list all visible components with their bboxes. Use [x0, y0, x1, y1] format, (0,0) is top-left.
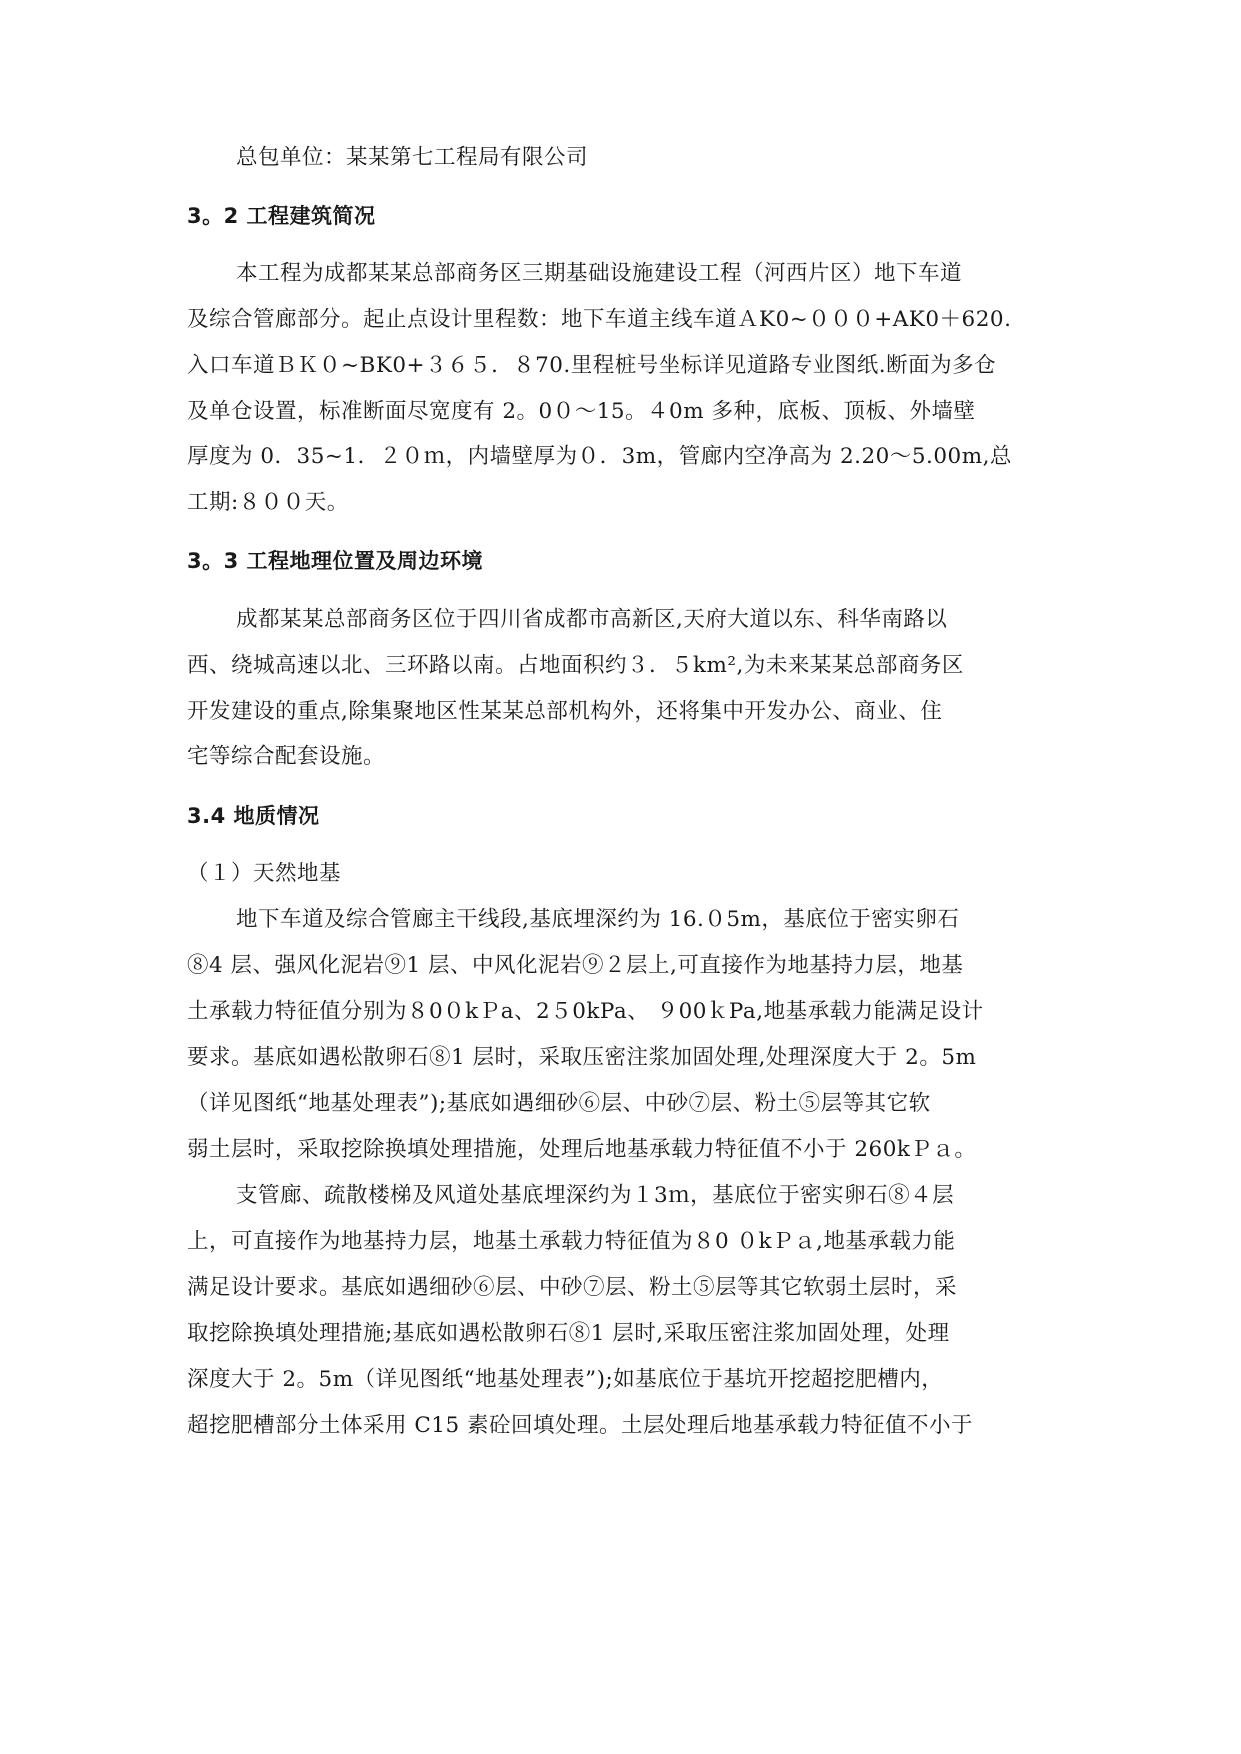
- section-3-3-paragraph-line: 西、绕城高速以北、三环路以南。占地面积约３．５km²,为未来某某总部商务区: [187, 653, 964, 678]
- section-3-3-paragraph-line: 成都某某总部商务区位于四川省成都市高新区,天府大道以东、科华南路以: [236, 607, 948, 632]
- section-3-2-paragraph-line: 工期:８００天。: [187, 490, 349, 515]
- contractor-line: 总包单位：某某第七工程局有限公司: [236, 145, 589, 170]
- section-3-4-paragraph-line: 土承载力特征值分别为８0０kＰa、2５0kPa、 ９00ｋPa,地基承载力能满足设计: [187, 999, 984, 1024]
- section-3-2-heading: 3。2 工程建筑简况: [187, 204, 376, 228]
- section-3-2-paragraph-line: 入口车道ＢＫ０~BK0+３６５．８70.里程桩号坐标详见道路专业图纸.断面为多仓: [187, 353, 997, 378]
- section-3-4-heading: 3.4 地质情况: [187, 804, 320, 828]
- section-3-2-paragraph-line: 本工程为成都某某总部商务区三期基础设施建设工程（河西片区）地下车道: [236, 261, 963, 286]
- section-3-4-paragraph-line: 深度大于 2。5m（详见图纸“地基处理表”);如基底位于基坑开挖超挖肥槽内，: [187, 1367, 944, 1392]
- section-3-2-paragraph-line: 及单仓设置，标准断面尽宽度有 2。0０～15。４0m 多种，底板、顶板、外墙壁: [187, 399, 976, 424]
- section-3-4-paragraph-line: 取挖除换填处理措施;基底如遇松散卵石⑧1 层时,采取压密注浆加固处理，处理: [187, 1321, 950, 1346]
- section-3-4-paragraph-line: 满足设计要求。基底如遇细砂⑥层、中砂⑦层、粉土⑤层等其它软弱土层时，采: [187, 1275, 958, 1300]
- section-3-4-paragraph-line: 上，可直接作为地基持力层，地基土承载力特征值为８0 ０kＰａ,地基承载力能: [187, 1229, 956, 1254]
- section-3-4-paragraph-line: （详见图纸“地基处理表”);基底如遇细砂⑥层、中砂⑦层、粉土⑤层等其它软: [187, 1091, 931, 1116]
- section-3-2-paragraph-line: 厚度为 0．35~1．２０ｍ，内墙壁厚为０．3m，管廊内空净高为 2.20～5.00m,总: [187, 444, 1012, 469]
- section-3-4-paragraph-line: 弱土层时，采取挖除换填处理措施，处理后地基承载力特征值不小于 260kＰａ。: [187, 1137, 977, 1162]
- section-3-4-paragraph-line: 支管廊、疏散楼梯及风道处基底埋深约为１3ｍ，基底位于密实卵石⑧４层: [236, 1183, 955, 1208]
- section-3-3-paragraph-line: 宅等综合配套设施。: [187, 744, 386, 769]
- section-3-4-paragraph-line: 要求。基底如遇松散卵石⑧1 层时，采取压密注浆加固处理,处理深度大于 2。5m: [187, 1045, 977, 1070]
- subsection-title: （１）天然地基: [187, 861, 342, 886]
- section-3-3-heading: 3。3 工程地理位置及周边环境: [187, 549, 484, 573]
- section-3-4-paragraph-line: 地下车道及综合管廊主干线段,基底埋深约为 16.０5m，基底位于密实卵石: [236, 907, 960, 932]
- section-3-3-paragraph-line: 开发建设的重点,除集聚地区性某某总部机构外，还将集中开发办公、商业、住: [187, 699, 943, 724]
- section-3-2-paragraph-line: 及综合管廊部分。起止点设计里程数：地下车道主线车道ＡK0~０００+AK0＋620.: [187, 307, 1012, 332]
- section-3-4-paragraph-line: ⑧4 层、强风化泥岩⑨1 层、中风化泥岩⑨２层上,可直接作为地基持力层，地基: [187, 953, 964, 978]
- section-3-4-paragraph-line: 超挖肥槽部分土体采用 C15 素砼回填处理。土层处理后地基承载力特征值不小于: [187, 1413, 973, 1438]
